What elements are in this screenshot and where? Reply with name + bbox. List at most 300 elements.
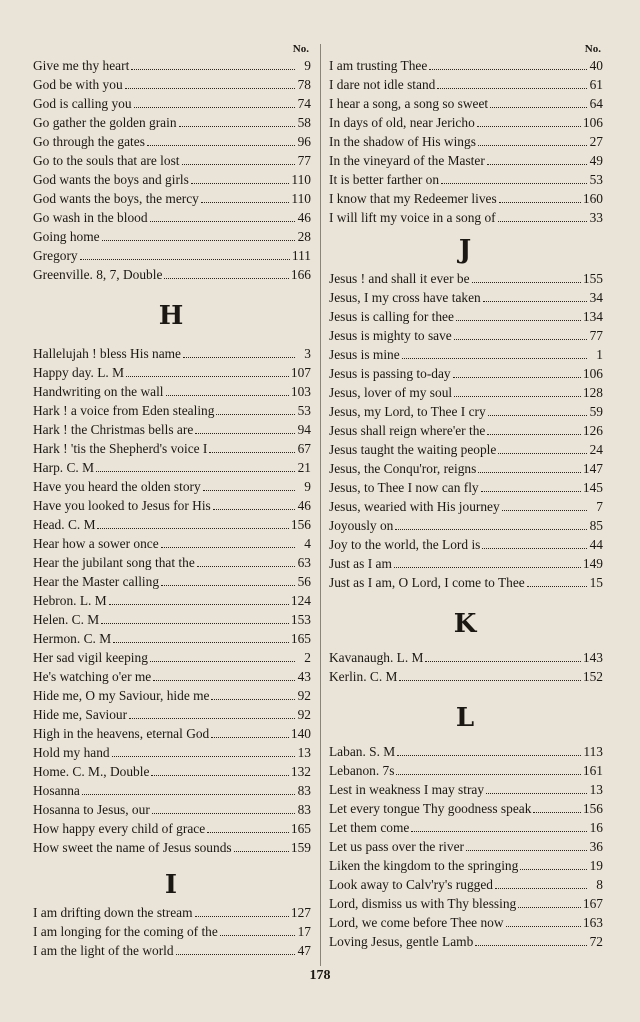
dot-leader [533,811,580,813]
section-letter-j: J [458,235,474,265]
index-entry [329,932,603,951]
index-entry [329,894,603,913]
right-column [329,42,603,951]
hymn-title: Lebanon. 7s [329,763,395,778]
hymn-title: Hold my hand [33,745,110,760]
hymn-number: 46 [297,210,311,225]
section-letter-k: K [453,609,479,639]
index-entry [329,402,603,421]
hymn-number: 165 [290,631,311,646]
hymn-title: Head. C. M [33,517,96,532]
hymn-number: 63 [297,555,311,570]
hymn-number: 21 [297,460,311,475]
hymn-title: Go gather the golden grain [33,115,177,130]
h-entries [33,344,311,857]
dot-leader [397,754,581,756]
section-letter-i: I [164,870,180,900]
hymn-title: Jesus is calling for thee [329,309,454,324]
dot-leader [147,144,295,146]
hymn-number: 155 [582,271,603,286]
hymn-number: 72 [589,934,603,949]
dot-leader [478,471,581,473]
index-entry [33,648,311,667]
dot-leader [498,220,587,222]
hymn-number: 110 [291,172,311,187]
dot-leader [113,641,289,643]
index-entry [33,922,311,941]
hymn-number: 92 [297,688,311,703]
hymn-title: Hark ! 'tis the Shepherd's voice I [33,441,208,456]
hymn-number: 9 [304,58,311,73]
hymn-title: Hear the Master calling [33,574,160,589]
dot-leader [195,432,295,434]
section-letter-h: H [158,301,186,331]
hymn-title: Jesus is mine [329,347,400,362]
hymn-title: It is better farther on [329,172,440,187]
hymn-title: God wants the boys and girls [33,172,189,187]
index-entry [329,269,603,288]
dot-leader [129,717,295,719]
hymn-number: 67 [297,441,311,456]
hymn-title: Hide me, Saviour [33,707,128,722]
index-entry [329,799,603,818]
hymn-number: 134 [582,309,603,324]
hymn-title: Jesus, I my cross have taken [329,290,481,305]
index-entry [33,743,311,762]
index-entry [33,515,311,534]
index-entry [33,903,311,922]
hymn-title: In the shadow of His wings [329,134,476,149]
hymn-number: 9 [304,479,311,494]
hymn-number: 126 [582,423,603,438]
index-entry [33,94,311,113]
dot-leader [191,182,290,184]
dot-leader [396,773,580,775]
index-entry [329,383,603,402]
hymn-title: Joy to the world, the Lord is [329,537,481,552]
index-entry [33,591,311,610]
hymn-number: 160 [582,191,603,206]
hymn-title: Go through the gates [33,134,145,149]
index-entry [329,326,603,345]
index-entry [329,516,603,535]
index-entry [33,344,311,363]
dot-leader [209,451,295,453]
dot-leader [153,679,295,681]
hymn-number: 83 [297,783,311,798]
hymn-number: 3 [304,346,311,361]
hymn-title: Home. C. M., Double [33,764,150,779]
index-entry [329,667,603,686]
hymn-title: Jesus ! and shall it ever be [329,271,470,286]
dot-leader [176,953,295,955]
index-entry [33,705,311,724]
hymn-title: I know that my Redeemer lives [329,191,497,206]
index-entry [329,875,603,894]
dot-leader [179,125,295,127]
i-continued-entries [329,56,603,227]
hymn-title: Just as I am, O Lord, I come to Thee [329,575,525,590]
hymn-number: 156 [290,517,311,532]
l-entries [329,742,603,951]
hymn-title: Just as I am [329,556,392,571]
index-entry [33,553,311,572]
dot-leader [82,793,295,795]
hymn-number: 96 [297,134,311,149]
dot-leader [220,934,295,936]
hymn-title: God be with you [33,77,123,92]
index-entry [329,761,603,780]
hymn-number: 124 [290,593,311,608]
hymn-title: Hear the jubilant song that the [33,555,195,570]
hymn-number: 19 [589,858,603,873]
hymn-number: 77 [297,153,311,168]
hymn-number: 165 [290,821,311,836]
hymn-title: Jesus, the Conqu'ror, reigns [329,461,477,476]
index-entry [33,819,311,838]
hymn-number: 92 [297,707,311,722]
dot-leader [478,144,587,146]
hymn-number: 152 [582,669,603,684]
dot-leader [101,622,289,624]
hymn-number: 110 [291,191,311,206]
hymn-title: Hermon. C. M [33,631,112,646]
hymn-number: 78 [297,77,311,92]
index-entry [33,781,311,800]
number-heading: No. [584,43,601,55]
hymn-title: I will lift my voice in a song of [329,210,496,225]
hymn-title: In the vineyard of the Master [329,153,485,168]
index-entry [33,382,311,401]
dot-leader [425,660,580,662]
dot-leader [150,220,295,222]
hymn-number: 61 [589,77,603,92]
hymn-number: 166 [290,267,311,282]
hymn-number: 56 [297,574,311,589]
hymn-number: 17 [297,924,311,939]
number-heading: No. [292,43,309,55]
index-entry [33,667,311,686]
index-entry [33,941,311,960]
hymn-title: Jesus, my Lord, to Thee I cry [329,404,486,419]
dot-leader [499,201,581,203]
hymn-title: Kerlin. C. M [329,669,398,684]
dot-leader [429,68,587,70]
index-entry [329,151,603,170]
hymn-number: 16 [589,820,603,835]
dot-leader [164,277,288,279]
dot-leader [211,736,289,738]
dot-leader [152,812,295,814]
hymn-title: I am longing for the coming of the [33,924,218,939]
hymn-number: 153 [290,612,311,627]
dot-leader [166,394,289,396]
dot-leader [402,357,587,359]
g-entries [33,56,311,284]
index-entry [33,132,311,151]
hymn-title: Hallelujah ! bless His name [33,346,182,361]
index-entry [329,573,603,592]
hymn-title: Hosanna [33,783,80,798]
index-entry [33,170,311,189]
hymn-number: 46 [297,498,311,513]
hymn-number: 94 [297,422,311,437]
index-entry [329,535,603,554]
index-entry [329,170,603,189]
hymn-number: 128 [582,385,603,400]
dot-leader [97,527,288,529]
hymn-number: 15 [589,575,603,590]
hymn-number: 13 [297,745,311,760]
hymn-title: In days of old, near Jericho [329,115,475,130]
hymn-title: Kavanaugh. L. M [329,650,424,665]
hymn-title: I dare not idle stand [329,77,436,92]
left-column [33,42,311,960]
hymn-number: 156 [582,801,603,816]
hymn-title: Helen. C. M [33,612,100,627]
index-entry [329,208,603,227]
dot-leader [481,490,581,492]
dot-leader [454,338,587,340]
dot-leader [486,792,587,794]
hymn-title: Going home [33,229,100,244]
hymn-title: How sweet the name of Jesus sounds [33,840,232,855]
hymn-title: Go to the souls that are lost [33,153,180,168]
hymn-number: 43 [297,669,311,684]
hymn-title: Let every tongue Thy goodness speak [329,801,532,816]
hymn-title: Lord, dismiss us with Thy blessing [329,896,517,911]
dot-leader [520,868,587,870]
hymn-title: Loving Jesus, gentle Lamb [329,934,474,949]
index-entry [329,554,603,573]
index-entry [33,496,311,515]
dot-leader [399,679,580,681]
hymn-number: 53 [297,403,311,418]
hymn-title: I am drifting down the stream [33,905,193,920]
hymn-number: 132 [290,764,311,779]
index-entry [329,75,603,94]
dot-leader [498,452,587,454]
index-entry [329,288,603,307]
dot-leader [102,239,295,241]
hymn-number: 53 [589,172,603,187]
dot-leader [527,585,587,587]
dot-leader [472,281,581,283]
index-entry [33,246,311,265]
hymn-title: Look away to Calv'ry's rugged [329,877,493,892]
dot-leader [456,319,581,321]
hymn-title: I hear a song, a song so sweet [329,96,489,111]
index-entry [33,629,311,648]
index-entry [33,75,311,94]
hymn-number: 163 [582,915,603,930]
hymn-title: Hear how a sower once [33,536,159,551]
dot-leader [502,509,587,511]
hymn-number: 28 [297,229,311,244]
dot-leader [216,413,295,415]
hymn-number: 2 [304,650,311,665]
hymn-title: Hosanna to Jesus, our [33,802,150,817]
hymn-number: 34 [589,290,603,305]
dot-leader [488,414,587,416]
hymn-title: God is calling you [33,96,132,111]
hymn-title: Hide me, O my Saviour, hide me [33,688,210,703]
hymn-title: High in the heavens, eternal God [33,726,210,741]
hymn-number: 167 [582,896,603,911]
hymn-number: 83 [297,802,311,817]
dot-leader [161,546,295,548]
dot-leader [161,584,295,586]
index-entry [33,534,311,553]
hymn-title: Jesus is passing to-day [329,366,451,381]
hymn-title: Lest in weakness I may stray [329,782,485,797]
dot-leader [96,470,295,472]
dot-leader [466,849,587,851]
dot-leader [201,201,290,203]
index-entry [329,856,603,875]
hymn-number: 159 [290,840,311,855]
hymn-number: 7 [596,499,603,514]
hymn-title: Hark ! a voice from Eden stealing [33,403,215,418]
hymn-number: 147 [582,461,603,476]
index-entry [33,724,311,743]
index-entry [329,421,603,440]
hymn-number: 106 [582,366,603,381]
i-entries [33,903,311,960]
index-entry [329,307,603,326]
hymn-title: Handwriting on the wall [33,384,164,399]
dot-leader [195,915,289,917]
index-entry [329,364,603,383]
hymn-number: 149 [582,556,603,571]
dot-leader [207,831,289,833]
index-entry [33,151,311,170]
dot-leader [150,660,295,662]
hymn-number: 127 [290,905,311,920]
hymn-number: 8 [596,877,603,892]
hymn-title: Gregory [33,248,78,263]
hymn-number: 40 [589,58,603,73]
index-entry [33,401,311,420]
index-entry [329,345,603,364]
dot-leader [518,906,581,908]
hymn-title: Her sad vigil keeping [33,650,148,665]
hymn-title: Jesus, lover of my soul [329,385,453,400]
dot-leader [395,528,587,530]
hymn-number: 161 [582,763,603,778]
hymn-title: Jesus, wearied with His journey [329,499,500,514]
hymn-title: I am trusting Thee [329,58,428,73]
hymn-number: 143 [582,650,603,665]
index-entry [33,227,311,246]
dot-leader [213,508,295,510]
hymn-title: I am the light of the world [33,943,174,958]
index-entry [33,762,311,781]
index-entry [329,94,603,113]
dot-leader [475,944,587,946]
dot-leader [134,106,295,108]
dot-leader [490,106,587,108]
hymn-title: Happy day. L. M [33,365,124,380]
hymn-title: Have you looked to Jesus for His [33,498,211,513]
index-entry [33,439,311,458]
hymn-number: 107 [290,365,311,380]
hymn-number: 111 [291,248,311,263]
index-entry [33,800,311,819]
hymn-number: 58 [297,115,311,130]
hymn-title: God wants the boys, the mercy [33,191,199,206]
index-entry [33,572,311,591]
hymn-title: Laban. S. M [329,744,396,759]
dot-leader [183,356,295,358]
index-entry [329,497,603,516]
hymn-title: He's watching o'er me [33,669,152,684]
hymn-number: 4 [304,536,311,551]
hymn-title: Go wash in the blood [33,210,148,225]
index-entry [33,208,311,227]
index-entry [33,838,311,857]
hymn-title: Harp. C. M [33,460,94,475]
hymn-title: Jesus shall reign where'er the [329,423,486,438]
hymn-number: 77 [589,328,603,343]
dot-leader [441,182,587,184]
hymn-number: 1 [596,347,603,362]
page-number: 178 [309,968,331,983]
index-entry [329,780,603,799]
index-entry [329,440,603,459]
index-entry [33,189,311,208]
index-entry [329,818,603,837]
hymn-number: 36 [589,839,603,854]
hymn-title: Jesus is mighty to save [329,328,452,343]
dot-leader [131,68,295,70]
hymn-title: Liken the kingdom to the springing [329,858,519,873]
index-entry [33,113,311,132]
index-entry [329,837,603,856]
hymn-title: How happy every child of grace [33,821,206,836]
dot-leader [506,925,581,927]
dot-leader [487,163,587,165]
index-entry [33,610,311,629]
index-entry [329,478,603,497]
index-entry [33,363,311,382]
index-entry [329,913,603,932]
dot-leader [437,87,587,89]
hymn-number: 49 [589,153,603,168]
hymn-title: Hebron. L. M [33,593,107,608]
hymn-number: 106 [582,115,603,130]
index-entry [329,56,603,75]
index-entry [33,458,311,477]
dot-leader [211,698,295,700]
hymn-number: 103 [290,384,311,399]
j-entries [329,269,603,592]
dot-leader [112,755,295,757]
index-entry [33,686,311,705]
dot-leader [182,163,295,165]
hymn-title: Lord, we come before Thee now [329,915,504,930]
k-entries [329,648,603,686]
hymn-title: Give me thy heart [33,58,130,73]
hymn-number: 145 [582,480,603,495]
hymn-number: 59 [589,404,603,419]
index-entry [33,477,311,496]
hymn-number: 85 [589,518,603,533]
dot-leader [197,565,295,567]
hymn-number: 44 [589,537,603,552]
section-letter-l: L [455,703,477,733]
hymn-number: 113 [583,744,603,759]
